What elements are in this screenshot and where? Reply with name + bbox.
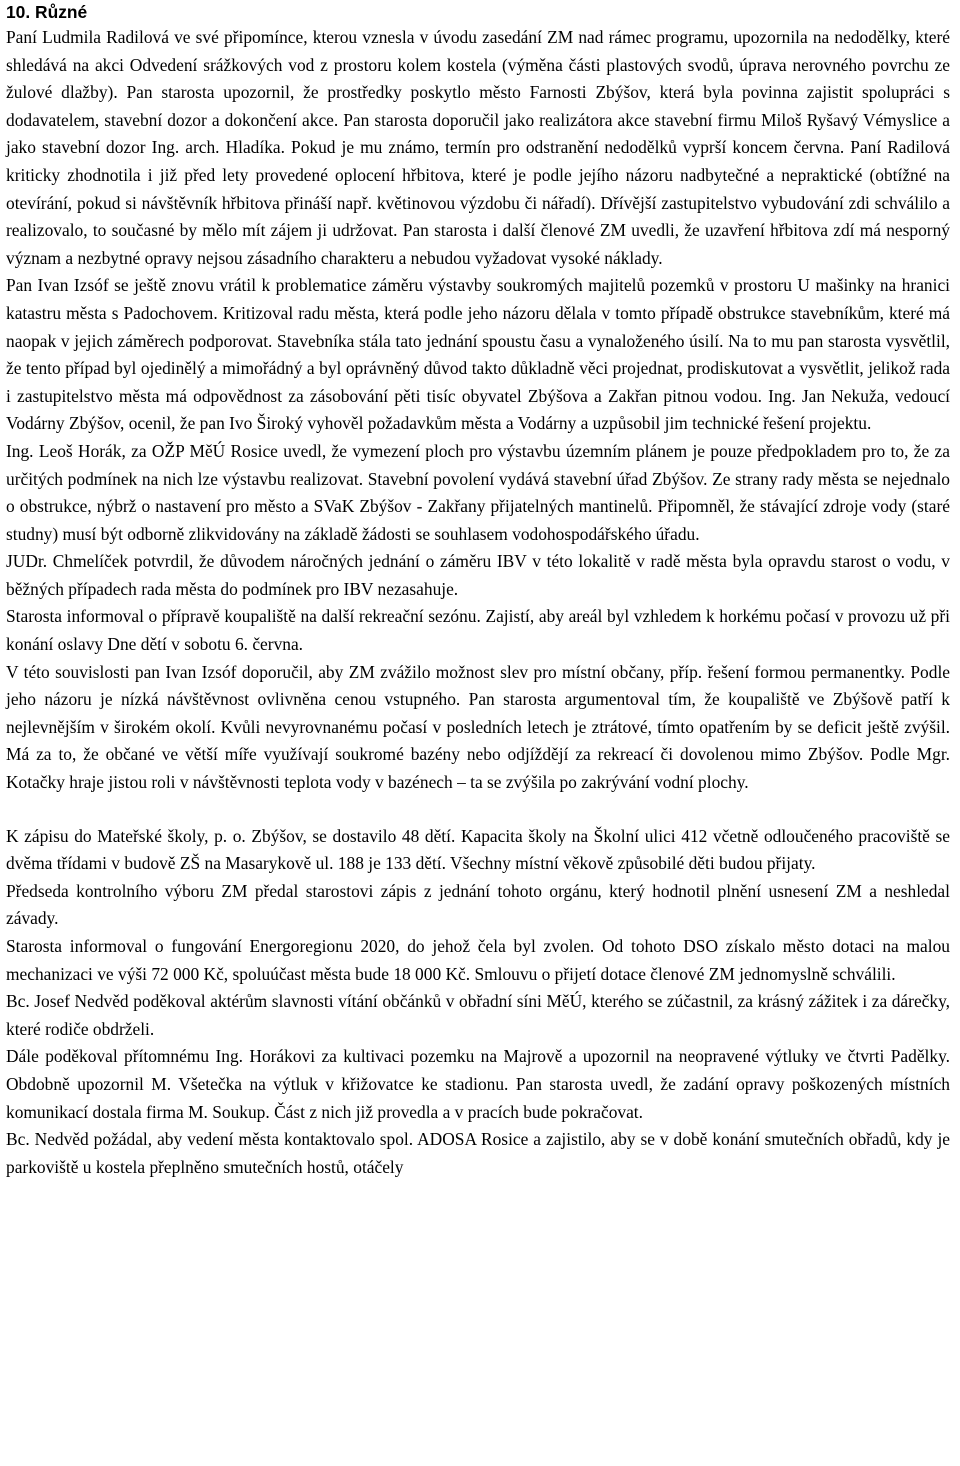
paragraph-horak: Ing. Leoš Horák, za OŽP MěÚ Rosice uvedl, že vymezení ploch pro výstavbu územním plánem je pouze předpokladem pro to, že za určitých podmínek na nich lze výstavbu realizovat. Stavební povolení vydává stavební úřad Zbýšov. Ze strany rady města se nejednalo o obstrukce, nýbrž o nastavení pro město a SVaK Zbýšov - Zakřany přijatelných mantinelů. Připomněl, že stávající zdroje vody (staré studny) musí být odborně zlikvidovány na základě žádosti se souhlasem vodohospodářského úřadu. bbox=[6, 440, 950, 544]
paragraph-adosa: Bc. Nedvěd požádal, aby vedení města kontaktovalo spol. ADOSA Rosice a zajistilo, aby se v době konání smutečních obřadů, kdy je parkoviště u kostela přeplněno smutečních hostů, otáčely bbox=[6, 1129, 950, 1177]
paragraph-materska-skola: K zápisu do Mateřské školy, p. o. Zbýšov, se dostavilo 48 dětí. Kapacita školy na Školní ulici 412 včetně odloučeného pracoviště se dvěma třídami v budově ZŠ na Masarykově ul. 188 je 133 dětí. Všechny místní věkově způsobilé děti budou přijaty. bbox=[6, 825, 950, 874]
section-heading: 10. Různé bbox=[6, 2, 88, 22]
document-page bbox=[6, 0, 950, 1181]
paragraph-gap bbox=[6, 797, 950, 823]
paragraph-chmelicek: JUDr. Chmelíček potvrdil, že důvodem náročných jednání o záměru IBV v této lokalitě v radě města byla opravdu starost o vodu, v běžných případech rada města do podmínek pro IBV nezasahuje. bbox=[6, 551, 950, 599]
paragraph-energoregion: Starosta informoval o fungování Energoregionu 2020, do jehož čela byl zvolen. Od tohoto DSO získalo město dotaci na malou mechanizaci ve výši 72 000 Kč, spoluúčast města bude 18 000 Kč. Smlouvu o přijetí dotace členové ZM jednomyslně schválili. bbox=[6, 936, 950, 984]
paragraph-vitani-obcanku: Bc. Josef Nedvěd poděkoval aktérům slavnosti vítání občánků v obřadní síni MěÚ, kterého se zúčastnil, za krásný zážitek i za dárečky, které rodiče obdrželi. bbox=[6, 991, 950, 1039]
paragraph-block-2 bbox=[6, 823, 950, 1182]
paragraph-koupaliste: Starosta informoval o přípravě koupaliště na další rekreační sezónu. Zajistí, aby areál byl vzhledem k horkému počasí v provozu už při konání oslavy Dne dětí v sobotu 6. června. bbox=[6, 606, 950, 655]
paragraph-slevy: V této souvislosti pan Ivan Izsóf doporučil, aby ZM zvážilo možnost slev pro místní občany, příp. řešení formou permanentky. Podle jeho názoru je nízká návštěvnost ovlivněna cenou vstupného. Pan starosta argumentoval tím, že koupaliště ve Zbýšově patří k nejlevnějším v širokém okolí. Kvůli nevyrovnanému počasí v posledních letech je ztrátové, tímto opatřením by se deficit ještě zvýšil. Má za to, že občané ve větší míře využívají soukromé bazény nebo odjíždějí za rekreací či dovolenou mimo Zbýšov. Podle Mgr. Kotačky hraje jistou roli v návštěvnosti teplota vody v bazénech – ta se zvýšila po zakrývání vodní plochy. bbox=[6, 661, 950, 793]
paragraph-izsof: Pan Ivan Izsóf se ještě znovu vrátil k problematice záměru výstavby soukromých majitelů pozemků v prostoru U mašinky na hranici katastru města s Padochovem. Kritizoval radu města, která podle jeho názoru dělala v tomto případě obstrukce stavebníkům, které má naopak v jejich záměrech podporovat. Stavebníka stála tato jednání spoustu času a vynaloženého úsilí. Na to mu pan starosta vysvětlil, že tento případ byl ojedinělý a mimořádný a byl oprávněný důvod takto důkladně věci projednat, prodiskutovat a vysvětlit, jelikož rada i zastupitelstvo města má odpovědnost za zásobování pěti tisíc obyvatel Zbýšova a Zakřan pitnou vodou. Ing. Jan Nekuža, vedoucí Vodárny Zbýšov, ocenil, že pan Ivo Široký vyhověl požadavkům města a Vodárny a uzpůsobil jim technické řešení projektu. bbox=[6, 275, 950, 434]
paragraph-radilova: Paní Ludmila Radilová ve své připomínce, kterou vznesla v úvodu zasedání ZM nad rámec programu, upozornila na nedodělky, které shledává na akci Odvedení srážkových vod z prostoru kolem kostela (výměna části plastových svodů, úprava nerovného povrchu ze žulové dlažby). Pan starosta upozornil, že prostředky poskytlo město Farnosti Zbýšov, která byla povinna zajistit spolupráci s dodavatelem, stavební dozor a dokončení akce. Pan starosta doporučil jako realizátora akce stavební firmu Miloš Ryšavý Vémyslice a jako stavební dozor Ing. arch. Hladíka. Pokud je mu známo, termín pro odstranění nedodělků vyprší koncem června. Paní Radilová kriticky zhodnotila i již před lety provedené oplocení hřbitova, které je podle jejího názoru nadbytečné a nepraktické (obtížné na otevírání, pokud si návštěvník hřbitova přináší např. květinovou výzdobu či nářadí). Dřívější zastupitelstvo vybudování zdi schválilo a realizovalo, to současné by mělo mít zájem ji udržovat. Pan starosta i další členové ZM uvedli, že uzavření hřbitova zdí má nesporný význam a nezbytné opravy nejsou zásadního charakteru a nebudou vyžadovat vysoké náklady. bbox=[6, 27, 950, 268]
paragraph-kontrolni-vybor: Předseda kontrolního výboru ZM předal starostovi zápis z jednání tohoto orgánu, který hodnotil plnění usnesení ZM a neshledal závady. bbox=[6, 880, 950, 929]
paragraph-vytluky: Dále poděkoval přítomnému Ing. Horákovi za kultivaci pozemku na Majrově a upozornil na neopravené výtluky ve čtvrti Padělky. Obdobně upozornil M. Všetečka na výtluk v křižovatce ke stadionu. Pan starosta uvedl, že zadání opravy poškozených místních komunikací dostala firma M. Soukup. Část z nich již provedla a v pracích bude pokračovat. bbox=[6, 1046, 950, 1122]
paragraph-block-1 bbox=[6, 24, 950, 797]
